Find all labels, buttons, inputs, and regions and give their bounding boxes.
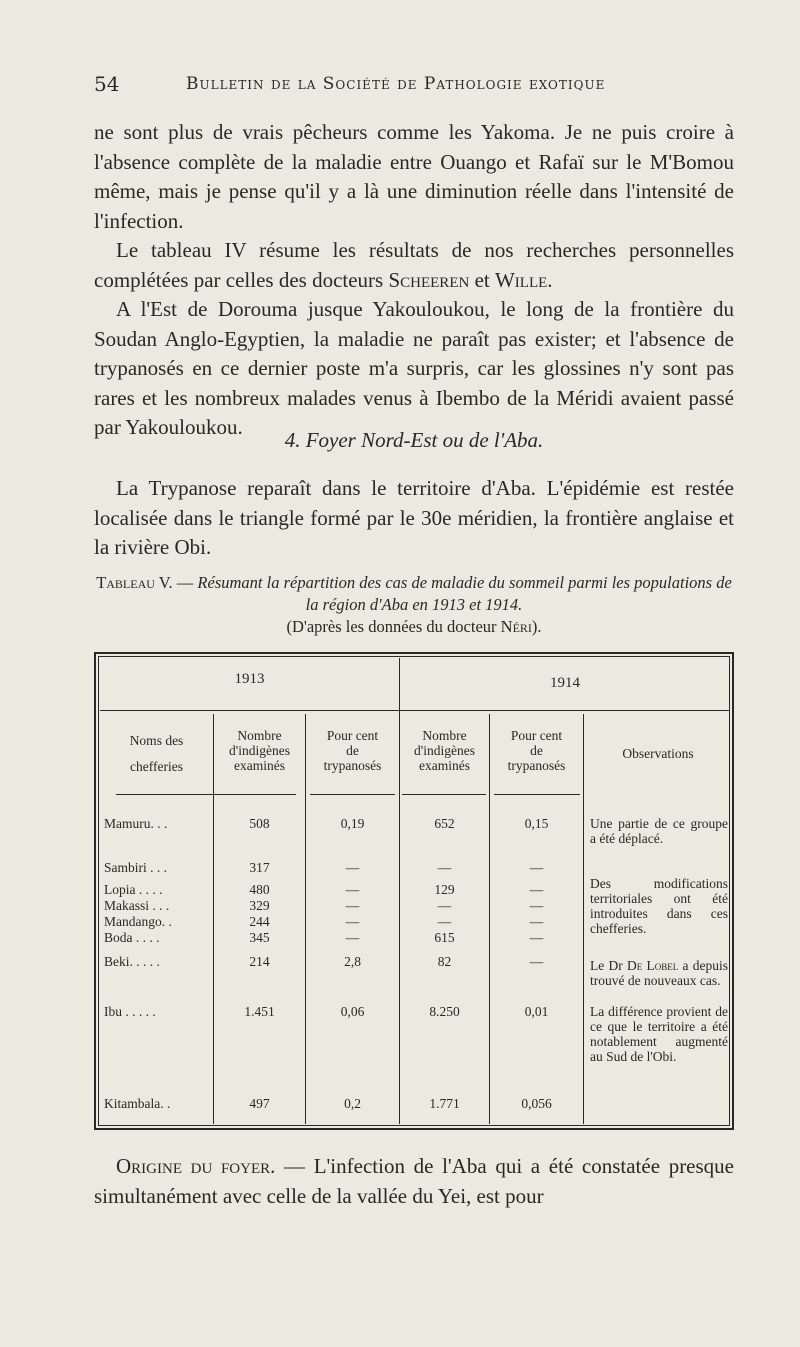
cell-n1914: 129 [434, 882, 455, 897]
cell-n1914: — [437, 898, 452, 913]
cell-p1914: 0,01 [524, 1004, 549, 1019]
body-text-top [94, 118, 734, 443]
cell-name: Sambiri . . . [104, 860, 167, 875]
cell-n1914: 1.771 [429, 1096, 460, 1111]
page-number: 54 [94, 72, 120, 96]
cell-p1913: — [345, 914, 360, 929]
cell-p1913: 2,8 [344, 954, 361, 969]
cell-p1913: — [345, 860, 360, 875]
observation-1: Une partie de ce groupe a été déplacé. [590, 816, 728, 846]
cell-p1913: 0,2 [344, 1096, 361, 1111]
header-observations: Observations [622, 746, 694, 761]
section-title: 4. Foyer Nord-Est ou de l'Aba. [284, 428, 544, 452]
cell-p1914: — [529, 954, 544, 969]
author-wille: Wille [494, 267, 548, 292]
cell-p1914: 0,15 [524, 816, 549, 831]
cell-n1914: 82 [437, 954, 452, 969]
cell-name: Boda . . . . [104, 930, 160, 945]
cell-n1914: 615 [434, 930, 455, 945]
cell-name: Ibu . . . . . [104, 1004, 156, 1019]
header-nombre-1913: Nombre d'indigènes examinés [229, 728, 290, 773]
cell-n1913: 244 [249, 914, 270, 929]
observation-4: La différence provient de ce que le territoire a été notablement augmenté au Sud de l'Obi. [590, 1004, 728, 1064]
table-caption: Tableau V. — Résumant la répartition des cas de maladie du sommeil parmi les populations de la région d'Aba en 1913 et 1914. (D'après les données du docteur Néri). [96, 573, 732, 636]
author-scheeren: Scheeren [388, 267, 470, 292]
paragraph-4: La Trypanose reparaît dans le territoire d'Aba. L'épidémie est restée localisée dans le triangle formé par le 30e méridien, la frontière anglaise et la rivière Obi. [94, 476, 734, 559]
cell-n1913: 480 [249, 882, 270, 897]
page-header [94, 72, 734, 102]
cell-n1913: 317 [249, 860, 270, 875]
body-text-middle [94, 474, 734, 563]
paragraph-1: ne sont plus de vrais pêcheurs comme les Yakoma. Je ne puis croire à l'absence complète de la maladie entre Ouango et Rafaï sur le M'Bomou même, mais je pense qu'il y a là une diminution réelle dans l'intensité de l'infection. [94, 120, 734, 233]
cell-p1913: — [345, 898, 360, 913]
data-table [94, 652, 734, 1130]
cell-p1914: — [529, 882, 544, 897]
cell-n1913: 329 [249, 898, 270, 913]
origine-label: Origine du foyer. [116, 1154, 276, 1178]
cell-name: Mandango. . [104, 914, 172, 929]
paragraph-tableau-iv: Le tableau IV résume les résultats de nos recherches personnelles complétées par celles des docteurs Scheeren et Wille. [94, 238, 734, 292]
cell-n1914: — [437, 860, 452, 875]
year-1913: 1913 [234, 671, 265, 687]
caption-label: Tableau V. [96, 573, 173, 592]
body-text-bottom [94, 1152, 734, 1211]
cell-name: Mamuru. . . [104, 816, 168, 831]
observation-2: Des modifications territoriales ont été introduites dans ces chefferies. [590, 876, 728, 936]
header-pourcent-1913: Pour cent de trypanosés [323, 728, 382, 773]
cell-name: Makassi . . . [104, 898, 170, 913]
cell-n1914: — [437, 914, 452, 929]
cell-p1914: 0,056 [521, 1096, 552, 1111]
header-nombre-1914: Nombre d'indigènes examinés [414, 728, 475, 773]
cell-n1914: 8.250 [429, 1004, 460, 1019]
cell-n1913: 214 [249, 954, 270, 969]
cell-p1913: — [345, 882, 360, 897]
cell-name: Kitambala. . [104, 1096, 171, 1111]
cell-n1913: 345 [249, 930, 270, 945]
cell-n1914: 652 [434, 816, 455, 831]
header-pourcent-1914: Pour cent de trypanosés [507, 728, 566, 773]
cell-p1913: 0,19 [340, 816, 365, 831]
cell-p1914: — [529, 860, 544, 875]
running-title: Bulletin de la Société de Pathologie exotique [186, 74, 606, 94]
cell-p1914: — [529, 898, 544, 913]
cell-n1913: 1.451 [244, 1004, 275, 1019]
cell-p1914: — [529, 930, 544, 945]
caption-source: (D'après les données du docteur Néri). [286, 617, 542, 636]
caption-title: Résumant la répartition des cas de maladie du sommeil parmi les populations de la région d'Aba en 1913 et 1914. [197, 573, 732, 614]
cell-p1913: — [345, 930, 360, 945]
year-1914: 1914 [550, 675, 580, 691]
observation-3: Le Dr De Lobel a depuis trouvé de nouveaux cas. [590, 958, 728, 988]
paragraph-origine: Origine du foyer. — L'infection de l'Aba qui a été constatée presque simultanément avec celle de la vallée du Yei, est pour [94, 1154, 734, 1208]
cell-name: Lopia . . . . [104, 882, 163, 897]
header-chefferies: Noms des chefferies [129, 733, 184, 774]
cell-n1913: 508 [249, 816, 270, 831]
cell-n1913: 497 [249, 1096, 270, 1111]
paragraph-3: A l'Est de Dorouma jusque Yakouloukou, le long de la frontière du Soudan Anglo-Egyptien, la maladie ne paraît pas exister; et l'absence de trypanosés en ce dernier poste m'a surpris, car les glossines n'y sont pas rares et les nombreux malades venus à Ibembo de la Méridi avaient passé par Yakouloukou. [94, 297, 734, 439]
cell-name: Beki. . . . . [104, 954, 160, 969]
cell-p1913: 0,06 [340, 1004, 365, 1019]
cell-p1914: — [529, 914, 544, 929]
